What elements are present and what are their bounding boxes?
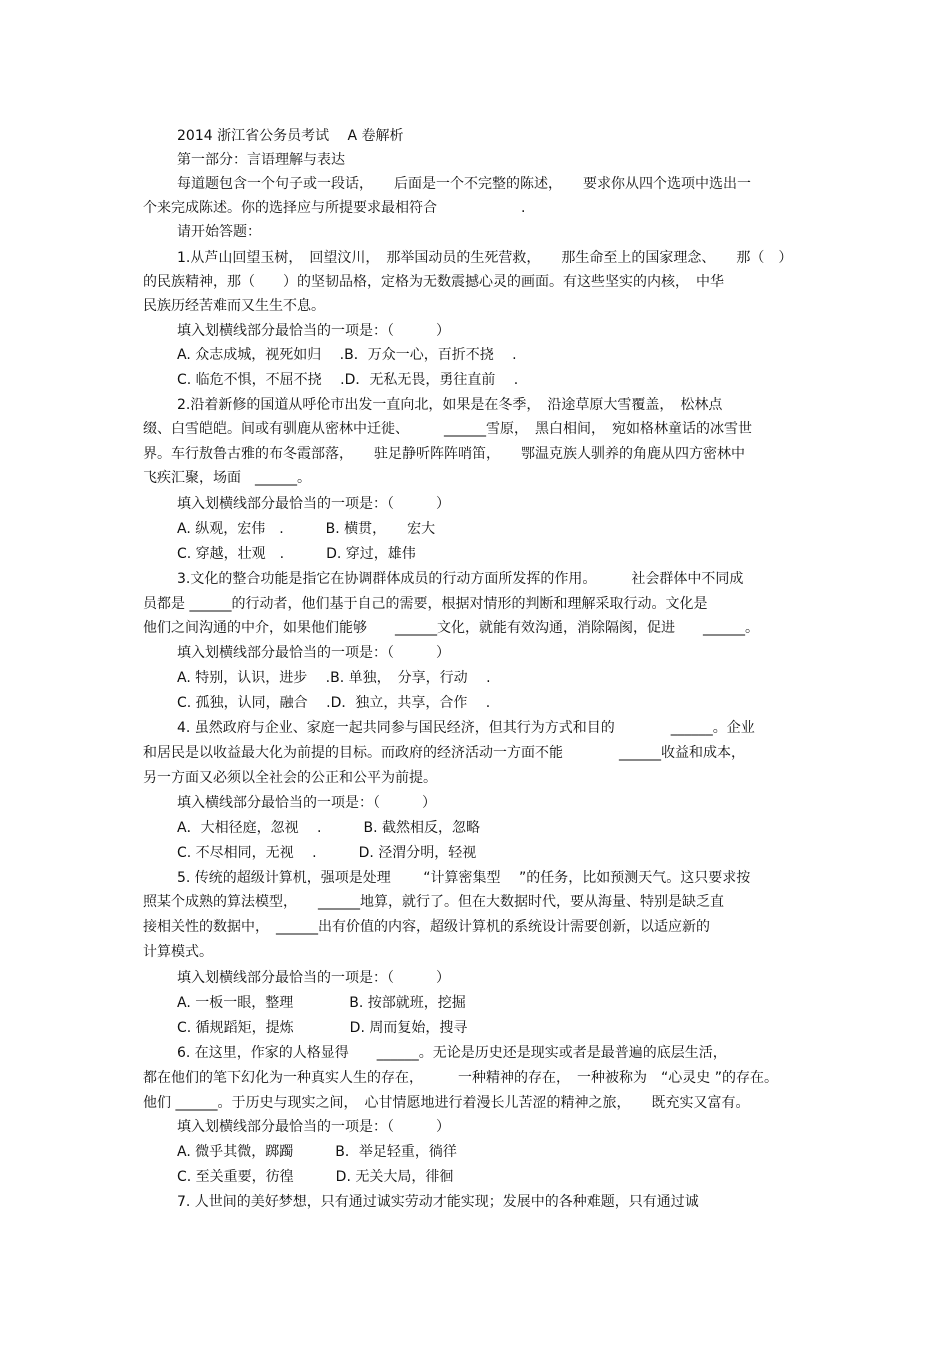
document-title: 2014 浙江省公务员考试 A 卷解析 bbox=[177, 128, 404, 144]
question-1-options: A. 众志成城，视死如归 .B．万众一心，百折不挠 . bbox=[177, 347, 517, 363]
question-6-options: A. 微乎其微，踯躅 B．举足轻重，徜徉 bbox=[177, 1144, 457, 1160]
question-5-prompt: 填入划横线部分最恰当的一项是：（ ） bbox=[177, 970, 450, 986]
question-2-text: 飞疾汇聚，场面 ______。 bbox=[143, 470, 311, 486]
instructions-line: 每道题包含一个句子或一段话， 后面是一个不完整的陈述， 要求你从四个选项中选出一 bbox=[177, 176, 751, 192]
question-2-options: C. 穿越，壮观 . D. 穿过，雄伟 bbox=[177, 546, 416, 562]
question-5-options: A. 一板一眼，整理 B. 按部就班，挖掘 bbox=[177, 995, 466, 1011]
question-4-text: 另一方面又必须以全社会的公正和公平为前提。 bbox=[143, 770, 437, 786]
question-1-prompt: 填入划横线部分最恰当的一项是：（ ） bbox=[177, 323, 450, 339]
question-2-prompt: 填入划横线部分最恰当的一项是：（ ） bbox=[177, 496, 450, 512]
question-6-text: 都在他们的笔下幻化为一种真实人生的存在， 一种精神的存在， 一种被称为 “心灵史 ”的存在。 bbox=[143, 1070, 778, 1086]
question-1-text: 1.从芦山回望玉树， 回望汶川， 那举国动员的生死营救， 那生命至上的国家理念、 那（ ） bbox=[177, 250, 793, 266]
question-1-text: 的民族精神，那（ ）的坚韧品格，定格为无数震撼心灵的画面。有这些坚实的内核， 中华 bbox=[143, 274, 724, 290]
question-5-text: 照某个成熟的算法模型， ______地算，就行了。但在大数据时代，要从海量、特别是缺乏直 bbox=[143, 894, 724, 910]
question-2-text: 缀、白雪皑皑。间或有驯鹿从密林中迁徙、 ______雪原， 黑白相间， 宛如格林童话的冰雪世 bbox=[143, 421, 752, 437]
question-2-options: A. 纵观，宏伟 . B. 横贯， 宏大 bbox=[177, 521, 436, 537]
question-5-text: 计算模式。 bbox=[143, 944, 213, 960]
question-4-text: 4. 虽然政府与企业、家庭一起共同参与国民经济，但其行为方式和目的 ______。企业 bbox=[177, 720, 755, 736]
question-4-prompt: 填入横线部分最恰当的一项是：（ ） bbox=[177, 795, 436, 811]
question-4-text: 和居民是以收益最大化为前提的目标。而政府的经济活动一方面不能 ______收益和成本， bbox=[143, 745, 745, 761]
part-heading: 第一部分：言语理解与表达 bbox=[177, 152, 345, 168]
question-3-options: C. 孤独，认同，融合 .D．独立，共享，合作 . bbox=[177, 695, 491, 711]
question-2-text: 2.沿着新修的国道从呼伦市出发一直向北，如果是在冬季， 沿途草原大雪覆盖， 松林点 bbox=[177, 397, 723, 413]
start-prompt: 请开始答题： bbox=[177, 224, 261, 240]
question-3-text: 员都是 ______的行动者，他们基于自己的需要，根据对情形的判断和理解采取行动。文化是 bbox=[143, 596, 708, 612]
question-1-options: C. 临危不惧，不屈不挠 .D．无私无畏，勇往直前 . bbox=[177, 372, 519, 388]
question-5-text: 5. 传统的超级计算机，强项是处理 “计算密集型 ”的任务，比如预测天气。这只要求按 bbox=[177, 870, 751, 886]
question-5-text: 接相关性的数据中， ______出有价值的内容，超级计算机的系统设计需要创新，以适应新的 bbox=[143, 919, 710, 935]
question-2-text: 界。车行敖鲁古雅的布冬霞部落， 驻足静听阵阵哨笛， 鄂温克族人驯养的角鹿从四方密林中 bbox=[143, 446, 745, 462]
question-3-options: A. 特别，认识，进步 .B. 单独， 分享，行动 . bbox=[177, 670, 491, 686]
question-6-options: C. 至关重要，彷徨 D. 无关大局，徘徊 bbox=[177, 1169, 454, 1185]
question-3-text: 3.文化的整合功能是指它在协调群体成员的行动方面所发挥的作用。 社会群体中不同成 bbox=[177, 571, 744, 587]
question-6-text: 他们 ______。于历史与现实之间， 心甘情愿地进行着漫长儿苦涩的精神之旅， 既充实又富有。 bbox=[143, 1095, 750, 1111]
question-4-options: A．大相径庭，忽视 . B. 截然相反，忽略 bbox=[177, 820, 480, 836]
question-5-options: C. 循规蹈矩，提炼 D. 周而复始，搜寻 bbox=[177, 1020, 468, 1036]
question-1-text: 民族历经苦难而又生生不息。 bbox=[143, 298, 325, 314]
question-7-text: 7. 人世间的美好梦想，只有通过诚实劳动才能实现；发展中的各种难题，只有通过诚 bbox=[177, 1194, 699, 1210]
question-4-options: C. 不尽相同，无视 . D. 泾渭分明，轻视 bbox=[177, 845, 477, 861]
question-6-prompt: 填入划横线部分最恰当的一项是：（ ） bbox=[177, 1119, 450, 1135]
question-3-text: 他们之间沟通的中介，如果他们能够 ______文化，就能有效沟通，消除隔阂，促进 ______。 bbox=[143, 620, 759, 636]
instructions-line: 个来完成陈述。你的选择应与所提要求最相符合 . bbox=[143, 200, 526, 216]
question-6-text: 6. 在这里，作家的人格显得 ______。无论是历史还是现实或者是最普遍的底层生活， bbox=[177, 1045, 727, 1061]
question-3-prompt: 填入划横线部分最恰当的一项是：（ ） bbox=[177, 645, 450, 661]
